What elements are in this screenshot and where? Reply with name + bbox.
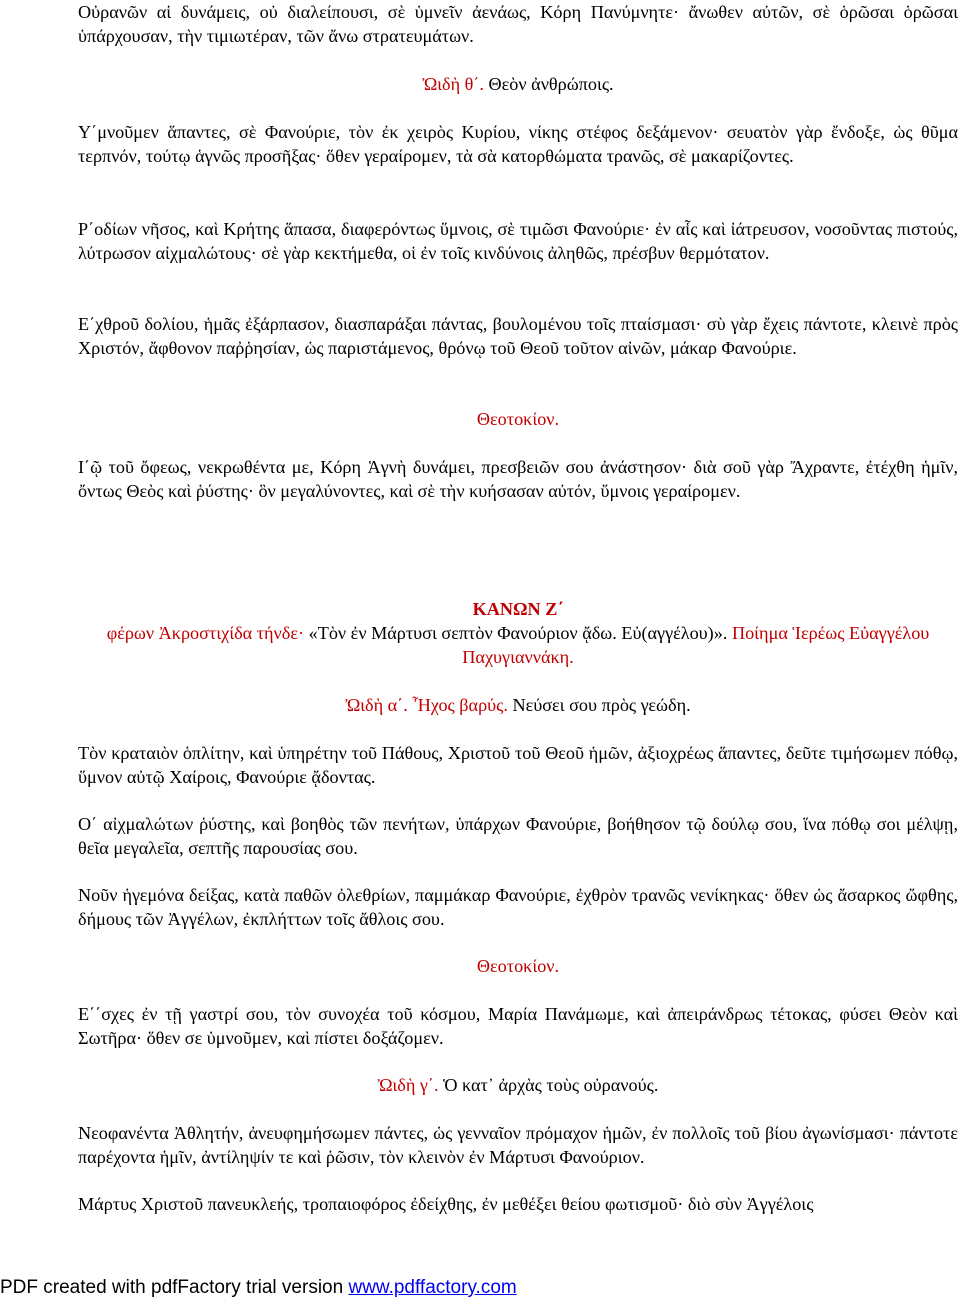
paragraph-4: Ε΄χθροῦ δολίου, ἡμᾶς ἐξάρπασον, διασπαράξαι πάντας, βουλομένου τοῖς πταίσμασι· σὺ γὰρ ἔχεις πάντοτε, κλεινὲ πρὸς Χριστόν, ἄφθονον παῤῥησίαν, ὡς παριστάμενος, θρόνῳ τοῦ Θεοῦ τοῦτον αἰνῶν, μάκαρ Φανούριε. <box>78 314 958 358</box>
ode-1-label: Ὠιδὴ α΄. <box>345 695 408 715</box>
acrostic-text: «Τὸν ἐν Μάρτυσι σεπτὸν Φανούριον ᾄδω. Εὐ(αγγέλου)». <box>304 623 728 643</box>
acrostic-line <box>78 621 958 669</box>
paragraph-2: Υ΄μνοῦμεν ἅπαντες, σὲ Φανούριε, τὸν ἐκ χειρὸς Κυρίου, νίκης στέφος δεξάμενον· σευατὸν γὰρ ἔνδοξε, ὡς θῦμα τερπνόν, τούτῳ ἁγνῶς προσῆξας· ὅθεν γεραίρομεν, τὰ σὰ κατορθώματα τρανῶς, σὲ μακαρίζοντες. <box>78 122 958 166</box>
acrostic-prefix: φέρων Ἀκροστιχίδα τήνδε· <box>106 623 305 643</box>
paragraph-9: Ε΄΄σχες ἐν τῇ γαστρί σου, τὸν συνοχέα τοῦ κόσμου, Μαρία Πανάμωμε, καὶ ἀπειράνδρως τέτοκας, φύσει Θεὸν καὶ Σωτῆρα· ὅθεν σε ὑμνοῦμεν, καὶ πίστει δοξάζομεν. <box>78 1004 958 1048</box>
theotokion-heading-1: Θεοτοκίον. <box>476 409 560 429</box>
ode-3-label: Ὠιδὴ γ΄. <box>377 1075 439 1095</box>
paragraph-8: Νοῦν ἡγεμόνα δείξας, κατὰ παθῶν ὀλεθρίων, παμμάκαρ Φανούριε, ἐχθρὸν τρανῶς νενίκηκας· ὅθεν ὡς ἄσαρκος ὤφθης, δήμους τῶν Ἀγγέλων, ἐκπλήττων τοῖς ἄθλοις σου. <box>78 885 958 929</box>
footer-link[interactable]: www.pdffactory.com <box>348 1277 517 1298</box>
canon-heading: ΚΑΝΩΝ Ζ΄ <box>472 599 564 619</box>
paragraph-10: Νεοφανέντα Ἀθλητήν, ἀνευφημήσωμεν πάντες, ὡς γενναῖον πρόμαχον ἡμῶν, ἐν πολλοῖς τοῦ βίου ἀγωνίσμασι· πάντοτε παρέχοντα ἡμῖν, ἀντίληψίν τε καὶ ῥῶσιν, τὸν κλεινὸν ἐν Μάρτυσι Φανούριον. <box>78 1123 958 1167</box>
ode-9-heading <box>78 72 958 96</box>
paragraph-5: Ι΄ῷ τοῦ ὄφεως, νεκρωθέντα με, Κόρη Ἁγνὴ δυνάμει, πρεσβειῶν σου ἀνάστησον· διὰ σοῦ γὰρ Ἄχραντε, ἐτέχθη ἡμῖν, ὄντως Θεὸς καὶ ῥύστης· ὃν μεγαλύνοντες, καὶ σὲ τὴν κυήσασαν αὐτόν, ὕμνοις γεραίρομεν. <box>78 457 958 501</box>
paragraph-3: Ρ΄οδίων νῆσος, καὶ Κρήτης ἅπασα, διαφερόντως ὕμνοις, σὲ τιμῶσι Φανούριε· ἐν αἷς καὶ ἰάτρευσον, νοσοῦντας πιστούς, λύτρωσον αἰχμαλώτους· σὲ γὰρ κεκτήμεθα, οἱ ἐν τοῖς κινδύνοις ἀληθῶς, πρέσβυν θερμότατον. <box>78 219 958 263</box>
paragraph-1: Οὐρανῶν αἱ δυνάμεις, οὐ διαλείπουσι, σὲ ὑμνεῖν ἀενάως, Κόρη Πανύμνητε· ἄνωθεν αὐτῶν, σὲ ὁρῶσαι ὁρῶσαι ὑπάρχουσαν, τὴν τιμιωτέραν, τῶν ἄνω στρατευμάτων. <box>78 2 958 46</box>
acrostic-author: Ποίημα Ἱερέως Εὐαγγέλου Παχυγιαννάκη. <box>462 623 930 667</box>
ode-9-heirmos: Θεὸν ἀνθρώποις. <box>483 74 614 94</box>
ode-1-tone: Ἦχος βαρύς. <box>407 695 508 715</box>
pdf-footer <box>0 1276 517 1300</box>
paragraph-7: Ο΄ αἰχμαλώτων ῥύστης, καὶ βοηθὸς τῶν πενήτων, ὑπάρχων Φανούριε, βοήθησον τῷ δούλῳ σου, ἵνα πόθῳ σοι μέλψῃ, θεῖα μεγαλεῖα, σεπτῆς παρουσίας σου. <box>78 814 958 858</box>
theotokion-heading-2: Θεοτοκίον. <box>476 956 560 976</box>
ode-3-heirmos: Ὁ κατ᾽ ἀρχὰς τοὺς οὐρανούς. <box>438 1075 659 1095</box>
ode-1-heirmos: Νεύσει σου πρὸς γεώδη. <box>507 695 691 715</box>
paragraph-11: Μάρτυς Χριστοῦ πανευκλεής, τροπαιοφόρος ἐδείχθης, ἐν μεθέξει θείου φωτισμοῦ· διὸ σὺν Ἀγγέλοις <box>78 1194 814 1214</box>
ode-9-label: Ὠιδὴ θ΄. <box>422 74 484 94</box>
footer-text: PDF created with pdfFactory trial version <box>0 1277 349 1298</box>
ode-1-heading <box>78 693 958 717</box>
paragraph-6: Τὸν κραταιὸν ὁπλίτην, καὶ ὑπηρέτην τοῦ Πάθους, Χριστοῦ τοῦ Θεοῦ ἡμῶν, ἀξιοχρέως ἅπαντες, δεῦτε τιμήσωμεν πόθῳ, ὕμνον αὐτῷ Χαίροις, Φανούριε ᾄδοντας. <box>78 743 958 787</box>
ode-3-heading <box>78 1073 958 1097</box>
